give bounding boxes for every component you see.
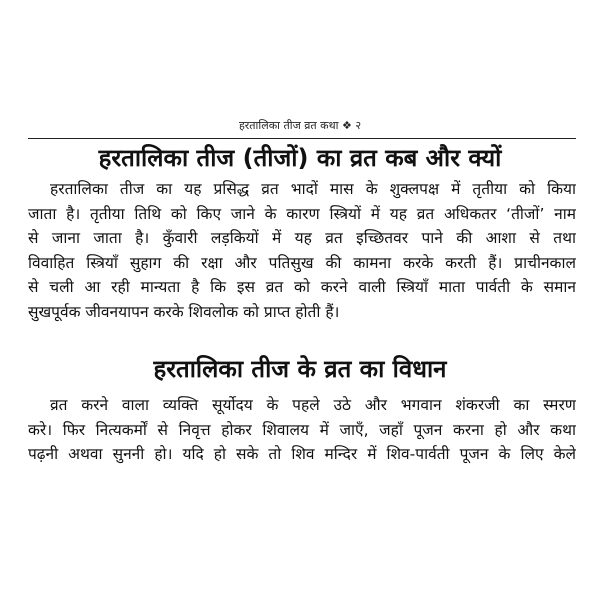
paragraph-procedure (28, 393, 576, 467)
paragraph-line: हरतालिका तीज का यह प्रसिद्ध व्रत भादों मास के शुक्लपक्ष में तृतीया को किया (50, 180, 576, 198)
paragraph-line: से चली आ रही मान्यता है कि इस व्रत को करने वाली स्त्रियाँ माता पार्वती के समान (28, 278, 576, 296)
paragraph-line: करे। फिर नित्यकर्मों से निवृत्त होकर शिवालय में जाएँ, जहाँ पूजन करना हो और कथा (28, 420, 576, 439)
paragraph-line: व्रत करने वाला व्यक्ति सूर्योदय के पहले उठे और भगवान शंकरजी का स्मरण (50, 396, 576, 414)
header-rule (28, 138, 576, 139)
section-heading-when-and-why: हरतालिका तीज (तीजों) का व्रत कब और क्यों (98, 144, 502, 172)
paragraph-when-and-why (28, 177, 576, 324)
paragraph-line: जाता है। तृतीया तिथि को किए जाने के कारण स्त्रियों में यह व्रत अधिकतर ‘तीजों’ नाम (28, 204, 576, 223)
paragraph-line: सुखपूर्वक जीवनयापन करके शिवलोक को प्राप्त होती हैं। (28, 302, 340, 321)
paragraph-line: से जाना जाता है। कुँवारी लड़कियों में यह व्रत इच्छितवर पाने की आशा से तथा (28, 229, 576, 247)
paragraph-line: विवाहित स्त्रियाँ सुहाग की रक्षा और पतिसुख की कामना करके करती हैं। प्राचीनकाल (28, 253, 576, 272)
paragraph-line: पढ़नी अथवा सुननी हो। यदि हो सके तो शिव मन्दिर में शिव-पार्वती पूजन के लिए केले (28, 445, 576, 463)
section-heading-procedure: हरतालिका तीज के व्रत का विधान (153, 355, 447, 383)
running-header: हरतालिका तीज व्रत कथा ❖ २ (238, 119, 362, 132)
